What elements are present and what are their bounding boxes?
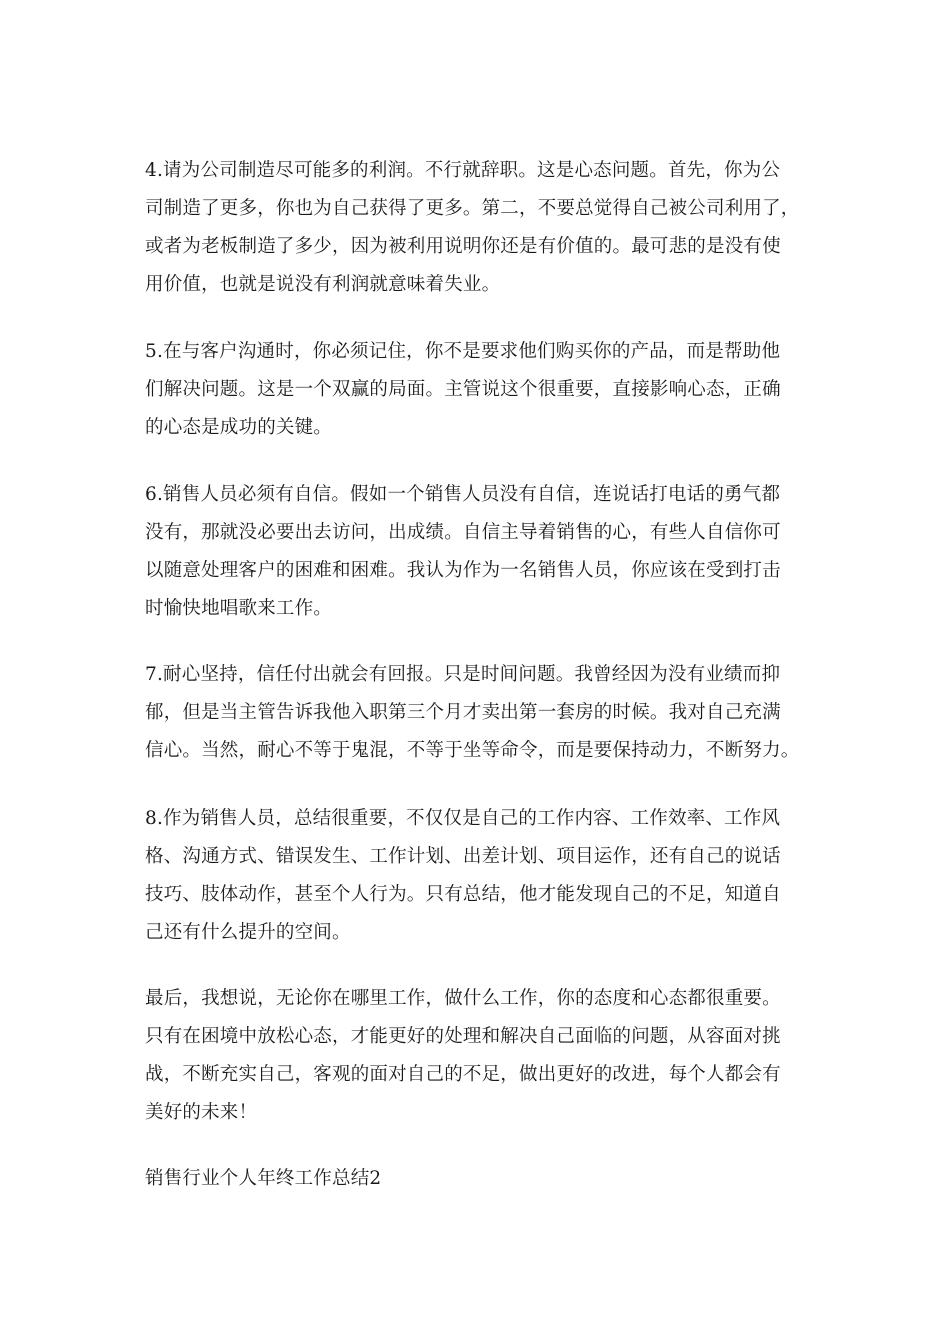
text-line: 战，不断充实自己，客观的面对自己的不足，做出更好的改进，每个人都会有 — [145, 1064, 781, 1085]
text-line: 4.请为公司制造尽可能多的利润。不行就辞职。这是心态问题。首先，你为公 — [145, 160, 781, 181]
text-line: 信心。当然，耐心不等于鬼混，不等于坐等命令，而是要保持动力，不断努力。 — [145, 740, 800, 761]
text-line: 只有在困境中放松心态，才能更好的处理和解决自己面临的问题，从容面对挑 — [145, 1026, 781, 1047]
text-line: 时愉快地唱歌来工作。 — [145, 598, 333, 619]
paragraph-item-4 — [145, 152, 810, 304]
text-line: 5.在与客户沟通时，你必须记住，你不是要求他们购买你的产品，而是帮助他 — [145, 341, 781, 362]
text-line: 用价值，也就是说没有利润就意味着失业。 — [145, 274, 501, 295]
text-line: 以随意处理客户的困难和困难。我认为作为一名销售人员，你应该在受到打击 — [145, 560, 781, 581]
paragraph-item-8 — [145, 800, 810, 952]
text-line: 格、沟通方式、错误发生、工作计划、出差计划、项目运作，还有自己的说话 — [145, 846, 781, 867]
text-line: 们解决问题。这是一个双赢的局面。主管说这个很重要，直接影响心态，正确 — [145, 379, 781, 400]
text-line: 的心态是成功的关键。 — [145, 417, 333, 438]
text-line: 6.销售人员必须有自信。假如一个销售人员没有自信，连说话打电话的勇气都 — [145, 484, 781, 505]
paragraph-item-5 — [145, 333, 810, 447]
paragraph-conclusion — [145, 980, 810, 1132]
text-line: 8.作为销售人员，总结很重要，不仅仅是自己的工作内容、工作效率、工作风 — [145, 808, 781, 829]
text-line: 美好的未来！ — [145, 1102, 258, 1123]
text-line: 己还有什么提升的空间。 — [145, 922, 351, 943]
section-heading — [145, 1160, 810, 1198]
paragraph-item-6 — [145, 476, 810, 628]
text-line: 最后，我想说，无论你在哪里工作，做什么工作，你的态度和心态都很重要。 — [145, 988, 781, 1009]
text-line: 7.耐心坚持，信任付出就会有回报。只是时间问题。我曾经因为没有业绩而抑 — [145, 664, 781, 685]
text-line: 没有，那就没必要出去访问，出成绩。自信主导着销售的心，有些人自信你可 — [145, 522, 781, 543]
text-line: 或者为老板制造了多少，因为被利用说明你还是有价值的。最可悲的是没有使 — [145, 236, 781, 257]
text-line: 郁，但是当主管告诉我他入职第三个月才卖出第一套房的时候。我对自己充满 — [145, 702, 781, 723]
text-line: 技巧、肢体动作，甚至个人行为。只有总结，他才能发现自己的不足，知道自 — [145, 884, 781, 905]
paragraph-item-7 — [145, 656, 810, 770]
text-line: 司制造了更多，你也为自己获得了更多。第二，不要总觉得自己被公司利用了， — [145, 198, 800, 219]
heading-text: 销售行业个人年终工作总结2 — [145, 1168, 382, 1189]
